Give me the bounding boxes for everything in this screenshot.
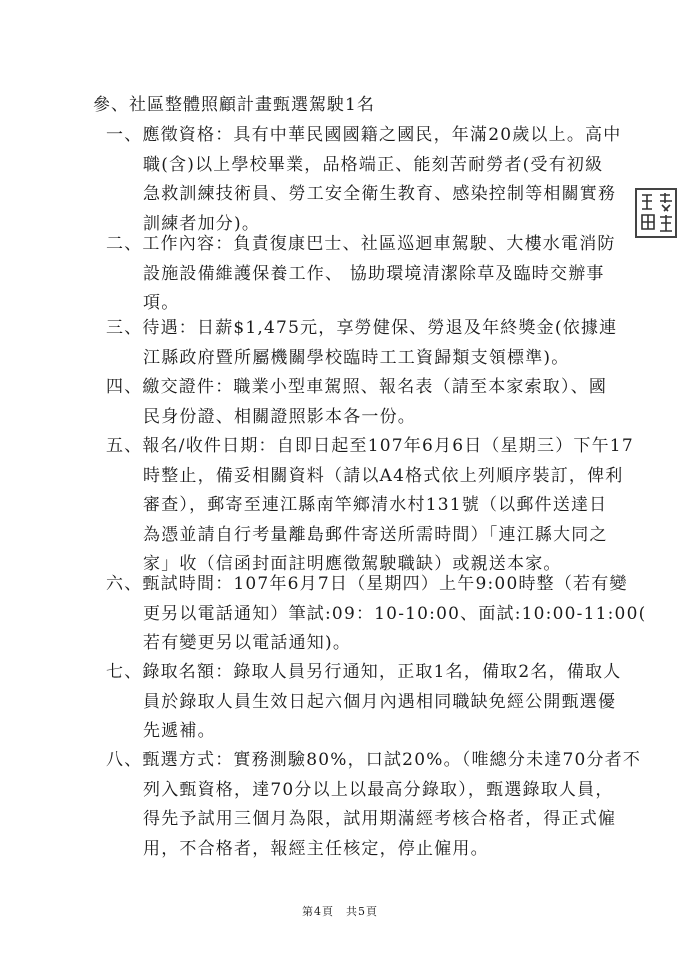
item-text-line: 項。 bbox=[143, 293, 180, 313]
item-text-line: 用，不合格者，報經主任核定，停止僱用。 bbox=[143, 838, 489, 859]
item-text-line: 急救訓練技術員、勞工安全衛生教育、感染控制等相關實務 bbox=[143, 184, 617, 204]
list-item bbox=[106, 373, 626, 432]
item-text-line: 審查），郵寄至連江縣南竿鄉清水村131號（以郵件送達日 bbox=[143, 495, 608, 515]
item-heading-line: 二、工作內容：負責復康巴士、社區巡迴車駕駛、大樓水電消防 bbox=[106, 234, 616, 254]
item-heading-line: 八、甄選方式：實務測驗80%，口試20%。（唯總分未達70分者不 bbox=[106, 750, 642, 770]
item-text-line: 家」收（信函封面註明應徵駕駛職缺）或親送本家。 bbox=[143, 554, 562, 574]
item-text-line: 員於錄取人員生效日起六個月內遇相同職缺免經公開甄選優 bbox=[143, 691, 617, 712]
item-heading-line: 七、錄取名額：錄取人員另行通知，正取1名，備取2名，備取人 bbox=[106, 662, 622, 682]
list-item bbox=[106, 658, 626, 747]
item-text-line: 職(含)以上學校畢業，品格端正、能刻苦耐勞者(受有初級 bbox=[143, 154, 604, 175]
page-footer: 第4頁 共5頁 bbox=[302, 905, 378, 918]
list-item bbox=[106, 570, 647, 659]
item-text-line: 得先予試用三個月為限，試用期滿經考核合格者，得正式僱 bbox=[143, 809, 617, 829]
item-text-line: 訓練者加分)。 bbox=[143, 213, 261, 234]
item-text-line: 先遞補。 bbox=[143, 721, 216, 741]
item-text-line: 江縣政府暨所屬機關學校臨時工工資歸類支領標準)。 bbox=[143, 347, 570, 368]
section-title: 參、社區整體照顧計畫甄選駕駛1名 bbox=[93, 95, 375, 115]
item-heading-line: 三、待遇：日薪$1,475元，享勞健保、勞退及年終獎金(依據連 bbox=[106, 318, 618, 338]
item-heading-line: 一、應徵資格：具有中華民國國籍之國民，年滿20歲以上。高中 bbox=[106, 125, 622, 145]
list-item bbox=[106, 230, 626, 319]
item-text-line: 設施設備維護保養工作、 協助環境清潔除草及臨時交辦事 bbox=[143, 263, 605, 284]
item-text-line: 時整止，備妥相關資料（請以A4格式依上列順序裝訂，俾利 bbox=[143, 465, 624, 486]
list-item bbox=[106, 746, 642, 864]
item-heading-line: 六、甄試時間：107年6月7日（星期四）上午9:00時整（若有變 bbox=[106, 574, 628, 594]
item-heading-line: 五、報名/收件日期：自即日起至107年6月6日（星期三）下午17 bbox=[106, 436, 634, 456]
item-text-line: 為憑並請自行考量離島郵件寄送所需時間）「連江縣大同之 bbox=[143, 524, 608, 545]
list-item bbox=[106, 432, 634, 580]
list-item bbox=[106, 121, 626, 239]
item-text-line: 民身份證、相關證照影本各一份。 bbox=[143, 406, 416, 427]
item-text-line: 若有變更另以電話通知)。 bbox=[143, 633, 352, 653]
list-item bbox=[106, 314, 626, 373]
seal-stamp bbox=[634, 187, 678, 239]
item-text-line: 更另以電話通知）筆試:09：10-10:00、面試:10:00-11:00( bbox=[143, 603, 647, 624]
item-heading-line: 四、繳交證件：職業小型車駕照、報名表（請至本家索取）、國 bbox=[106, 377, 608, 397]
item-text-line: 列入甄資格，達70分以上以最高分錄取），甄選錄取人員， bbox=[143, 779, 614, 800]
